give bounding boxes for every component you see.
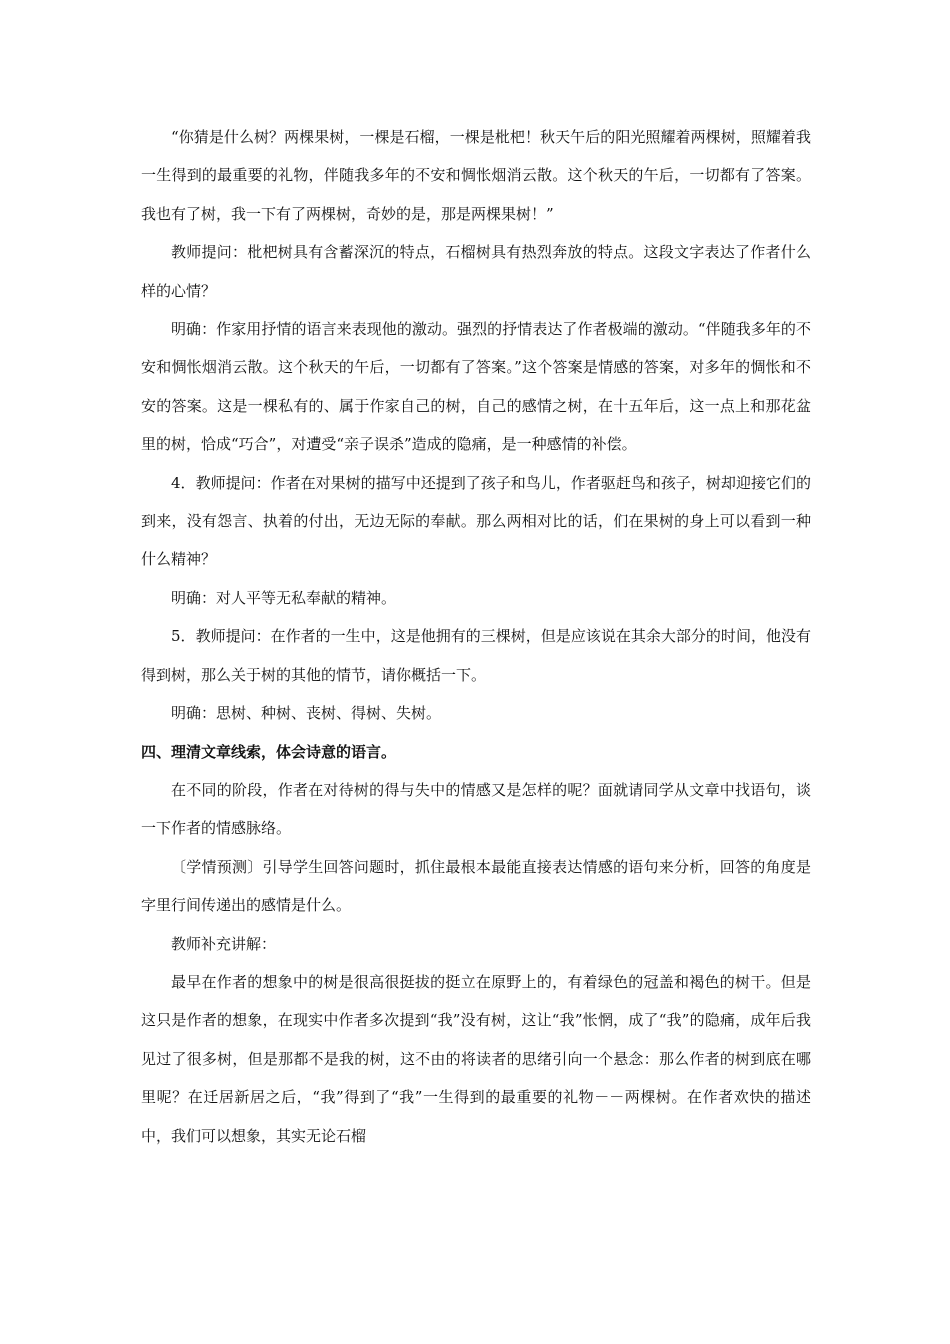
quote-paragraph: “你猜是什么树？两棵果树，一棵是石榴，一棵是枇杷！秋天午后的阳光照耀着两棵树，照耀着我一生得到的最重要的礼物，伴随我多年的不安和惆怅烟消云散。这个秋天的午后，一切都有了答案。我也有了树，我一下有了两棵树，奇妙的是，那是两棵果树！” bbox=[141, 128, 811, 223]
answer-4-paragraph: 明确：对人平等无私奉献的精神。 bbox=[171, 588, 397, 607]
teacher-question-paragraph: 教师提问：枇杷树具有含蓄深沉的特点，石榴树具有热烈奔放的特点。这段文字表达了作者什么样的心情？ bbox=[141, 243, 811, 300]
section-heading: 四、理清文章线索，体会诗意的语言。 bbox=[141, 742, 397, 761]
answer-5-paragraph: 明确：思树、种树、丧树、得树、失树。 bbox=[171, 704, 442, 723]
section-prompt-paragraph: 在不同的阶段，作者在对待树的得与失中的情感又是怎样的呢？面就请同学从文章中找语句，谈一下作者的情感脉络。 bbox=[141, 780, 811, 838]
teacher-supplement-label: 教师补充讲解： bbox=[171, 934, 277, 953]
teacher-question-5-paragraph: 5．教师提问：在作者的一生中，这是他拥有的三棵树，但是应该说在其余大部分的时间，他没有得到树，那么关于树的其他的情节，请你概括一下。 bbox=[141, 627, 811, 684]
document-page bbox=[141, 118, 811, 1155]
answer-paragraph: 明确：作家用抒情的语言来表现他的激动。强烈的抒情表达了作者极端的激动。“伴随我多年的不安和惆怅烟消云散。这个秋天的午后，一切都有了答案。”这个答案是情感的答案，对多年的惆怅和不安的答案。这是一棵私有的、属于作家自己的树，自己的感情之树，在十五年后，这一点上和那花盆里的树，恰成“巧合”，对遭受“亲子误杀”造成的隐痛，是一种感情的补偿。 bbox=[141, 320, 811, 454]
teacher-supplement-paragraph: 最早在作者的想象中的树是很高很挺拔的挺立在原野上的，有着绿色的冠盖和褐色的树干。但是这只是作者的想象，在现实中作者多次提到“我”没有树，这让“我”怅惘，成了“我”的隐痛，成年后我见过了很多树，但是那都不是我的树，这不由的将读者的思绪引向一个悬念：那么作者的树到底在哪里呢？在迁居新居之后，“我”得到了“我”一生得到的最重要的礼物－－两棵树。在作者欢快的描述中，我们可以想象，其实无论石榴 bbox=[141, 972, 811, 1145]
teacher-question-4-paragraph: 4．教师提问：作者在对果树的描写中还提到了孩子和鸟儿，作者驱赶鸟和孩子，树却迎接它们的到来，没有怨言、执着的付出，无边无际的奉献。那么两相对比的话，们在果树的身上可以看到一种什么精神？ bbox=[141, 473, 811, 569]
learning-prediction-paragraph: 〔学情预测〕引导学生回答问题时，抓住最根本最能直接表达情感的语句来分析，回答的角度是字里行间传递出的感情是什么。 bbox=[141, 857, 811, 915]
